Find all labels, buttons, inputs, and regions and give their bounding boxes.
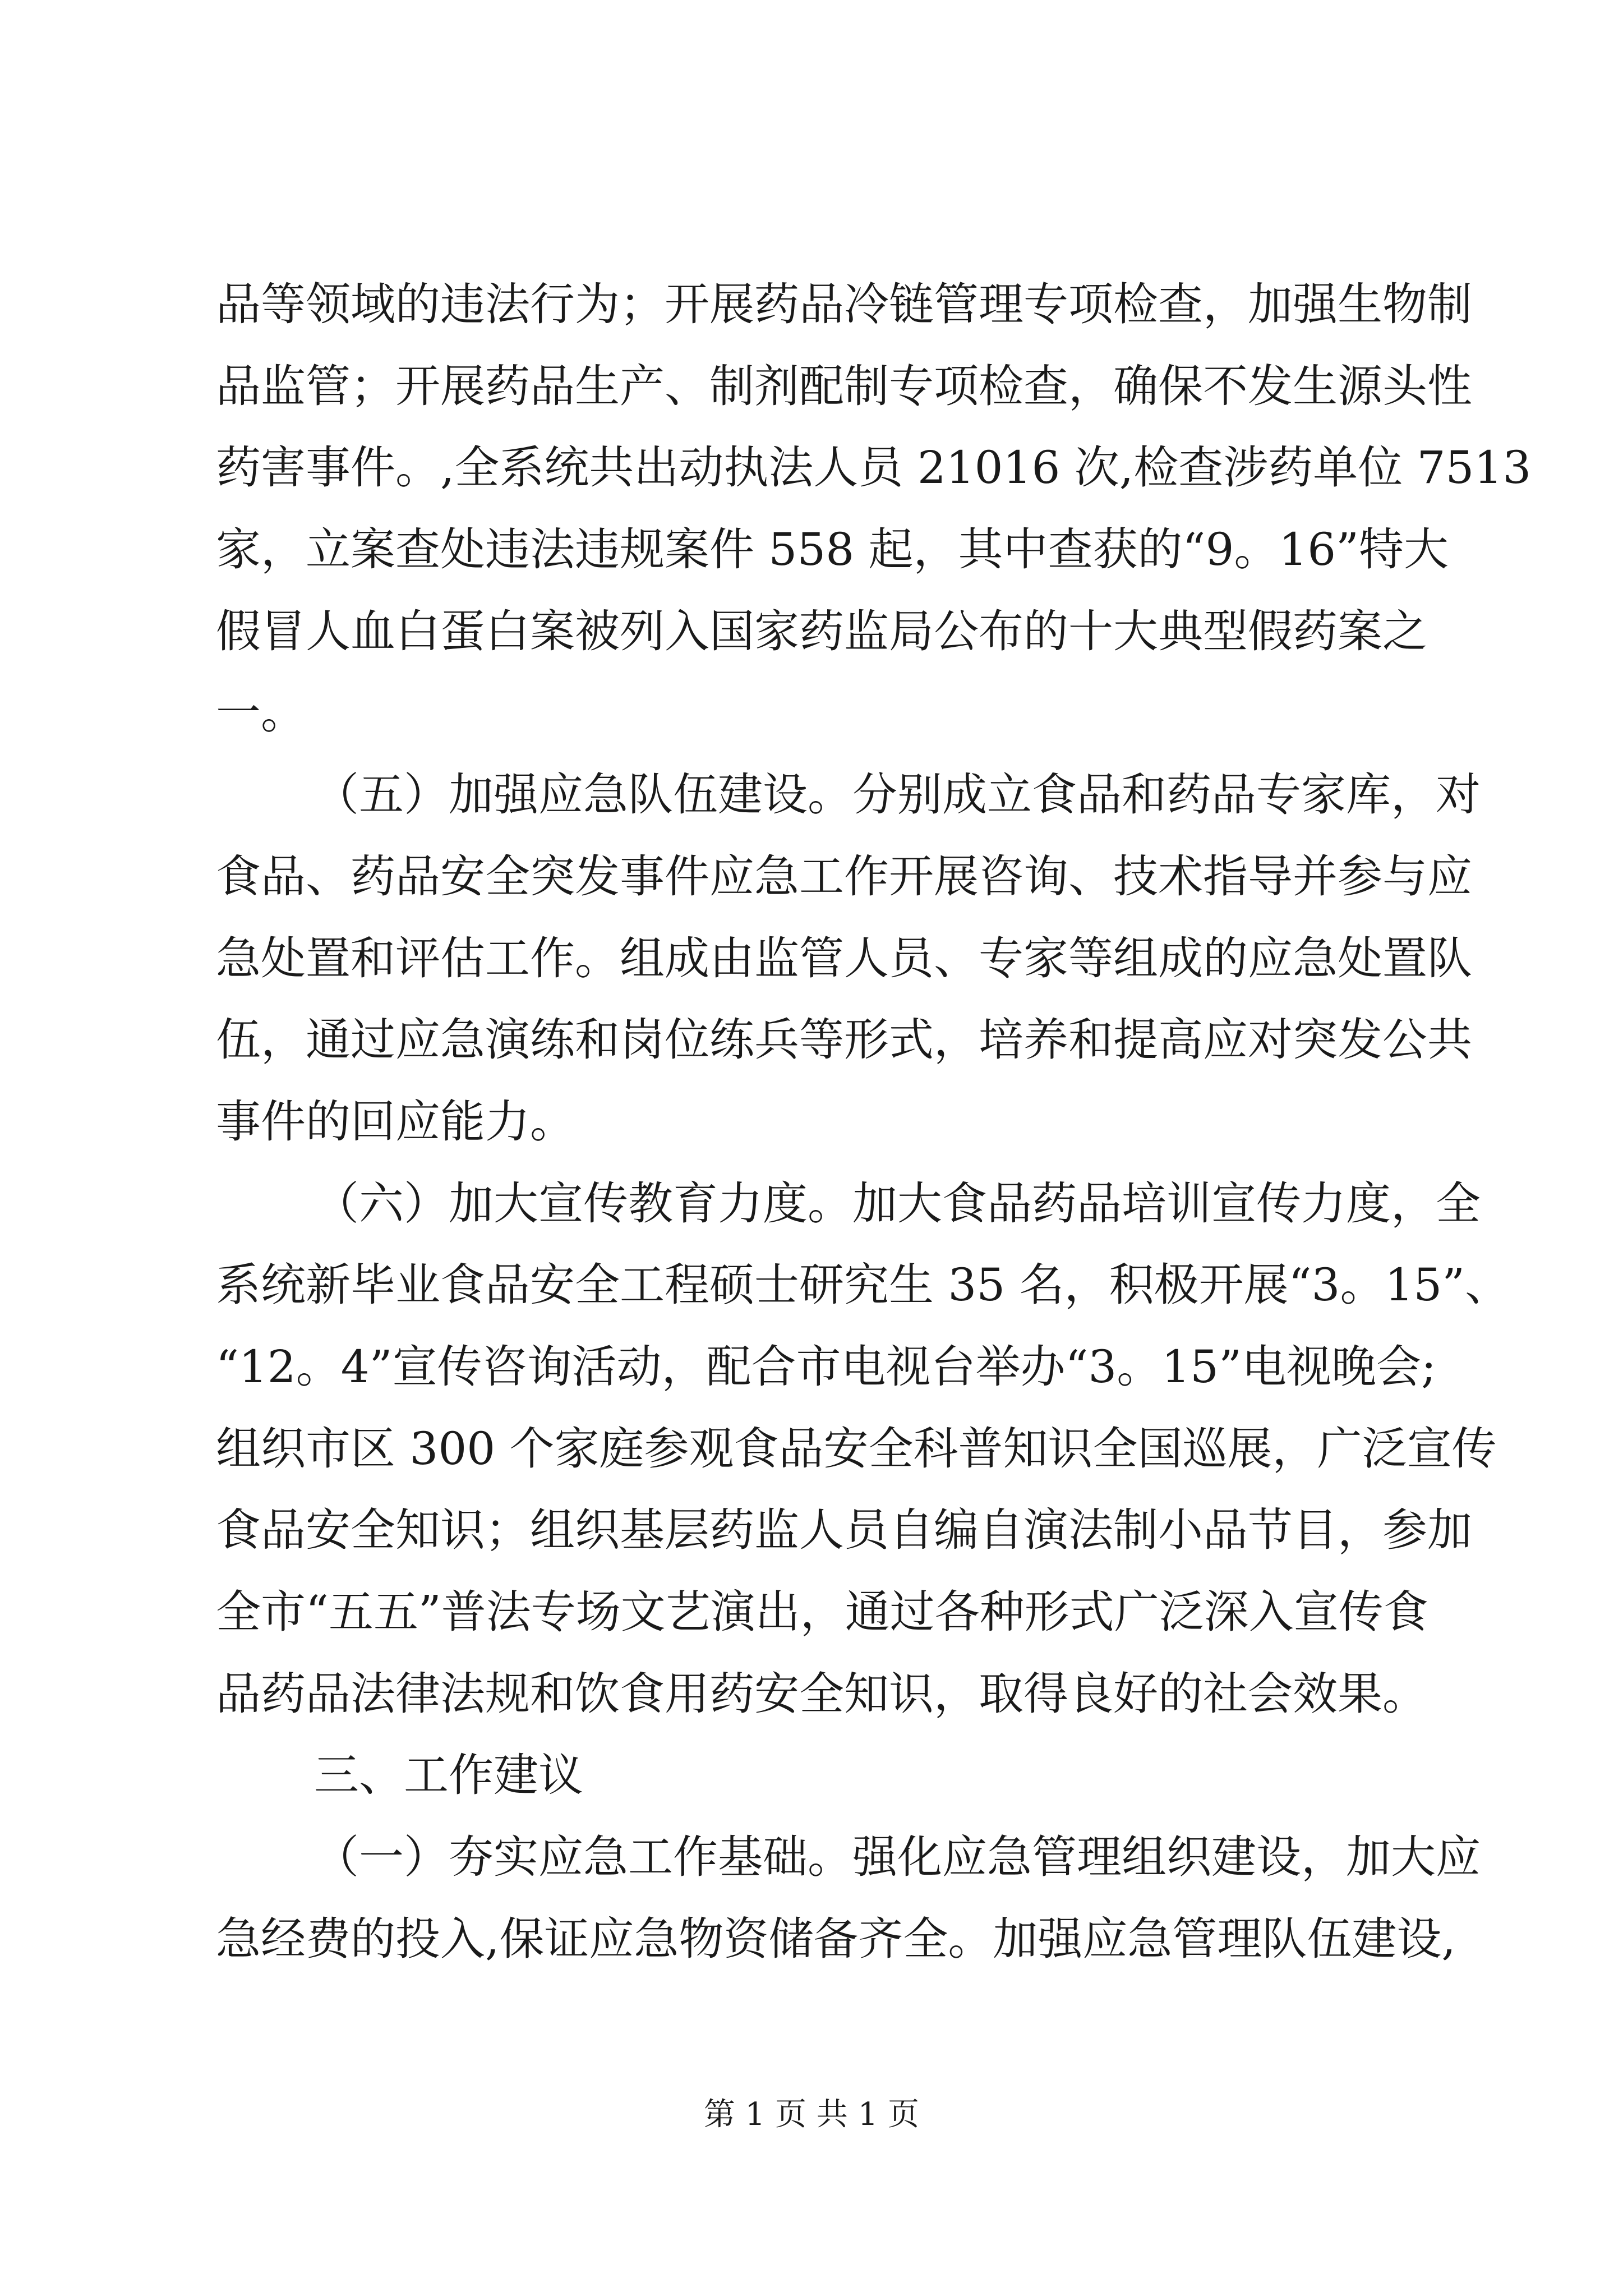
paragraph-heading-6: （六）加大宣传教育力度。加大食品药品培训宣传力度，全 xyxy=(314,1177,1481,1230)
text-line: 一。 xyxy=(216,687,306,739)
page-number-footer: 第 1 页 共 1 页 xyxy=(703,2096,920,2133)
text-line: 家，立案查处违法违规案件 558 起，其中查获的“9。16”特大 xyxy=(216,523,1449,576)
text-line: 组织市区 300 个家庭参观食品安全科普知识全国巡展，广泛宣传 xyxy=(216,1422,1497,1475)
text-line: 品等领域的违法行为；开展药品冷链管理专项检查，加强生物制 xyxy=(216,278,1472,330)
text-line: 假冒人血白蛋白案被列入国家药监局公布的十大典型假药案之 xyxy=(216,605,1427,657)
text-line: 食品、药品安全突发事件应急工作开展咨询、技术指导并参与应 xyxy=(216,850,1472,903)
text-line: 伍，通过应急演练和岗位练兵等形式，培养和提高应对突发公共 xyxy=(216,1014,1472,1066)
text-line: 品药品法律法规和饮食用药安全知识，取得良好的社会效果。 xyxy=(216,1667,1427,1720)
paragraph-heading-1: （一）夯实应急工作基础。强化应急管理组织建设，加大应 xyxy=(314,1831,1481,1884)
document-body xyxy=(216,264,1532,1980)
text-line: 食品安全知识；组织基层药监人员自编自演法制小品节目，参加 xyxy=(216,1504,1472,1557)
text-line: 急处置和评估工作。组成由监管人员、专家等组成的应急处置队 xyxy=(216,932,1472,984)
text-line: 急经费的投入,保证应急物资储备齐全。加强应急管理队伍建设, xyxy=(216,1912,1456,1965)
section-heading: 三、工作建议 xyxy=(314,1749,583,1802)
text-line: “12。4”宣传咨询活动，配合市电视台举办“3。15”电视晚会; xyxy=(216,1340,1436,1393)
text-line: 品监管；开展药品生产、制剂配制专项检查，确保不发生源头性 xyxy=(216,360,1472,412)
text-line: 全市“五五”普法专场文艺演出，通过各种形式广泛深入宣传食 xyxy=(216,1586,1428,1638)
text-line: 事件的回应能力。 xyxy=(216,1095,575,1148)
text-line: 药害事件。,全系统共出动执法人员 21016 次,检查涉药单位 7513 xyxy=(216,441,1532,494)
paragraph-heading-5: （五）加强应急队伍建设。分别成立食品和药品专家库，对 xyxy=(314,769,1481,821)
text-line: 系统新毕业食品安全工程硕士研究生 35 名，积极开展“3。15”、 xyxy=(216,1259,1510,1312)
